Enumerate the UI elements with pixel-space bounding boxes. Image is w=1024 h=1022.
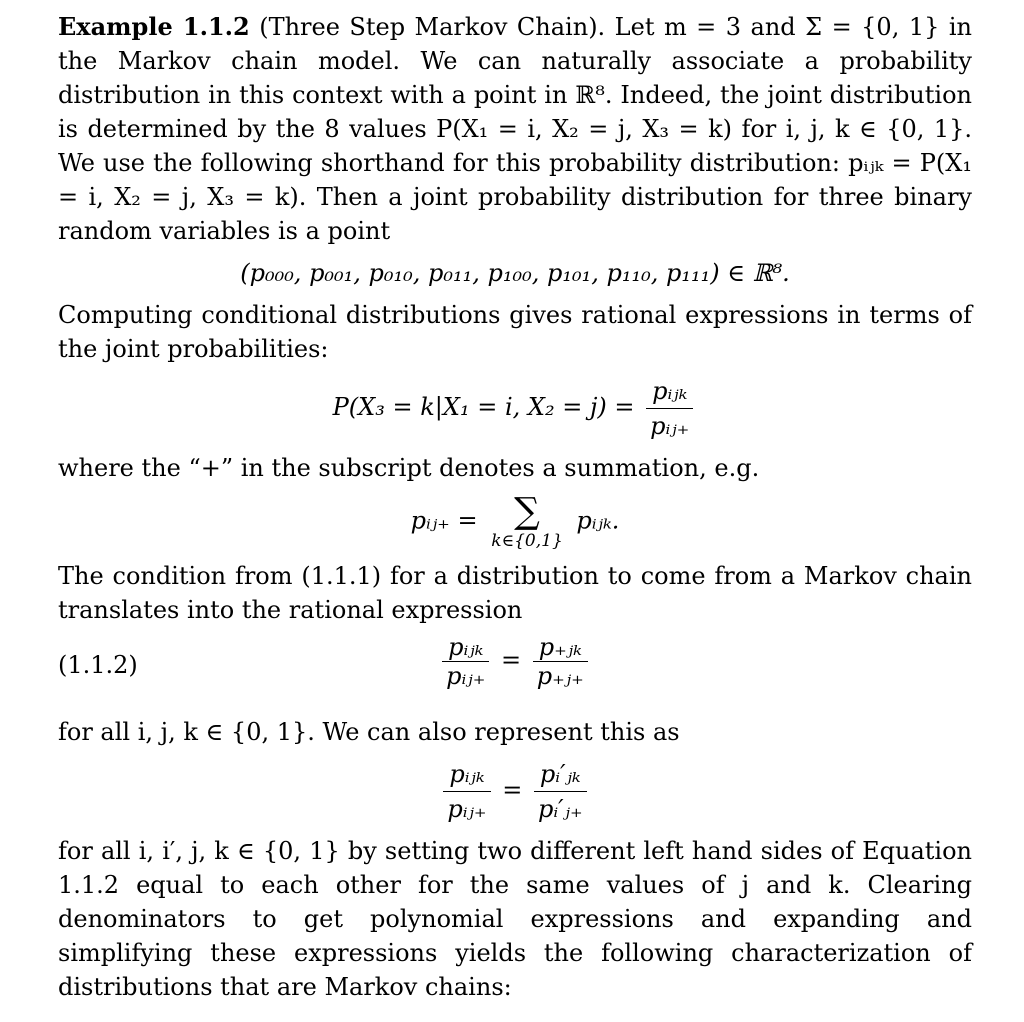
conditional-equation — [58, 374, 972, 443]
left-fraction — [442, 633, 489, 690]
example-paragraph-1 — [58, 10, 972, 248]
alt-right-fraction — [534, 757, 587, 826]
conditional-intro: Computing conditional distributions gives rational expressions in terms of the joint probabilities: — [58, 301, 972, 363]
equation-alternative — [58, 757, 972, 826]
represent-intro: for all i, j, k ∈ {0, 1}. We can also represent this as — [58, 718, 680, 746]
conditional-lhs: P(X₃ = k|X₁ = i, X₂ = j) = — [332, 393, 635, 421]
right-fraction — [533, 633, 588, 690]
equation-1-1-2 — [58, 633, 972, 709]
conditional-denominator: pᵢⱼ₊ — [650, 412, 690, 440]
equals-sign: = — [501, 646, 522, 674]
equation-number: (1.1.2) — [58, 651, 138, 679]
conditional-numerator: pᵢⱼₖ — [646, 374, 693, 409]
alt-left-numerator: pᵢⱼₖ — [443, 757, 490, 792]
left-numerator: pᵢⱼₖ — [442, 633, 489, 662]
summation-lhs: pᵢⱼ₊ = — [410, 506, 478, 535]
joint-distribution-point — [58, 256, 972, 290]
right-denominator: p₊ⱼ₊ — [536, 662, 584, 690]
characterization-paragraph: for all i, i′, j, k ∈ {0, 1} by setting two different left hand sides of Equation 1.1.2 equal to each other for the same values of j and k. Clearing denominators to get polynomial expressions and expanding and simplifying these expressions yields the following characterization of distributions that are Markov chains: — [58, 837, 972, 1001]
conditional-fraction — [646, 374, 693, 443]
alt-left-denominator: pᵢⱼ₊ — [447, 795, 487, 823]
summation-rhs: pᵢⱼₖ. — [576, 506, 620, 535]
alt-equals-sign: = — [502, 776, 523, 804]
summation-equation — [58, 493, 972, 551]
right-numerator: p₊ⱼₖ — [533, 633, 588, 662]
equation-body — [58, 633, 972, 690]
left-denominator: pᵢⱼ₊ — [446, 662, 486, 690]
summation-intro: where the “+” in the subscript denotes a summation, e.g. — [58, 454, 760, 482]
summation-operator — [491, 493, 563, 551]
alt-right-denominator: pᵢ′ⱼ₊ — [537, 795, 583, 823]
alt-left-fraction — [443, 757, 490, 826]
point-equation: (p₀₀₀, p₀₀₁, p₀₁₀, p₀₁₁, p₁₀₀, p₁₀₁, p₁₁₀, p₁₁₁) ∈ ℝ⁸. — [240, 259, 790, 287]
summation-index: k∈{0,1} — [491, 531, 563, 551]
example-title: (Three Step Markov Chain). — [259, 13, 606, 41]
example-intro-text: Let m = 3 and Σ = {0, 1} in the Markov chain model. We can naturally associate a probability distribution in this context with a point in ℝ⁸. Indeed, the joint distribution is determined by the 8 values P(X₁ = i, X₂ = j, X₃ = k) for i, j, k ∈ {0, 1}. We use the following shorthand for this probability distribution: pᵢⱼₖ = P(X₁ = i, X₂ = j, X₃ = k). Then a joint probability distribution for three binary random variables is a point — [58, 13, 972, 245]
markov-condition-intro: The condition from (1.1.1) for a distribution to come from a Markov chain translates into the rational expression — [58, 562, 972, 624]
alt-right-numerator: pᵢ′ⱼₖ — [534, 757, 587, 792]
sigma-symbol: ∑ — [514, 491, 540, 532]
example-label: Example 1.1.2 — [58, 12, 250, 41]
